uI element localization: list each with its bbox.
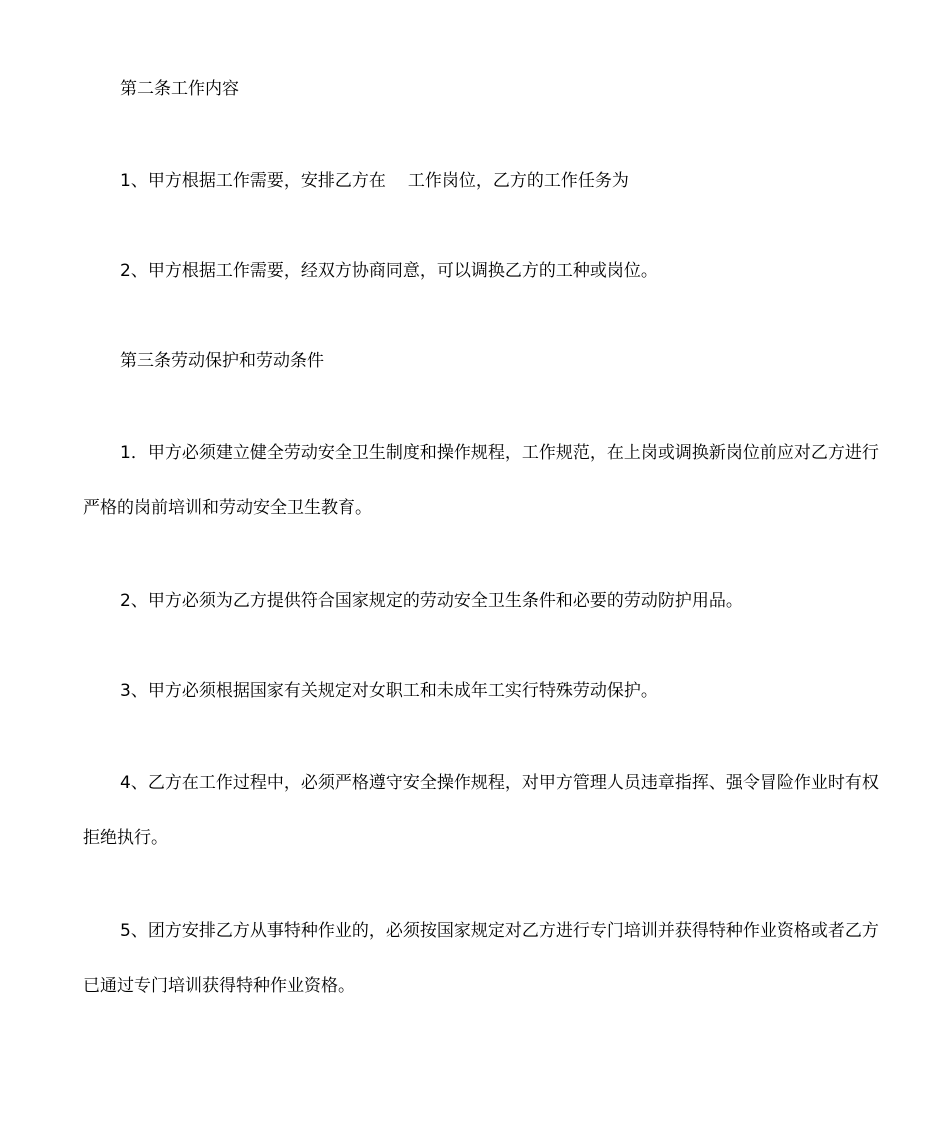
s2-item1-prefix: 1、甲方根据工作需要，安排乙方在 (120, 171, 386, 191)
s3-item2: 2、甲方必须为乙方提供符合国家规定的劳动安全卫生条件和必要的劳动防护用品。 (120, 591, 743, 611)
s2-item2: 2、甲方根据工作需要，经双方协商同意，可以调换乙方的工种或岗位。 (120, 261, 658, 281)
s3-item4: 4、乙方在工作过程中，必须严格遵守安全操作规程，对甲方管理人员违章指挥、强令冒险作业时有权拒绝执行。 (83, 773, 879, 848)
s3-item1: 1．甲方必须建立健全劳动安全卫生制度和操作规程，工作规范，在上岗或调换新岗位前应对乙方进行严格的岗前培训和劳动安全卫生教育。 (83, 443, 879, 518)
s3-item5: 5、团方安排乙方从事特种作业的，必须按国家规定对乙方进行专门培训并获得特种作业资格或者乙方已通过专门培训获得特种作业资格。 (83, 921, 879, 996)
s2-item1-suffix: 工作岗位，乙方的工作任务为 (407, 171, 629, 191)
s2-item1 (83, 154, 883, 209)
section2-title: 第二条工作内容 (120, 79, 239, 99)
section3-title: 第三条劳动保护和劳动条件 (120, 351, 324, 371)
s3-item3: 3、甲方必须根据国家有关规定对女职工和未成年工实行特殊劳动保护。 (120, 681, 658, 701)
